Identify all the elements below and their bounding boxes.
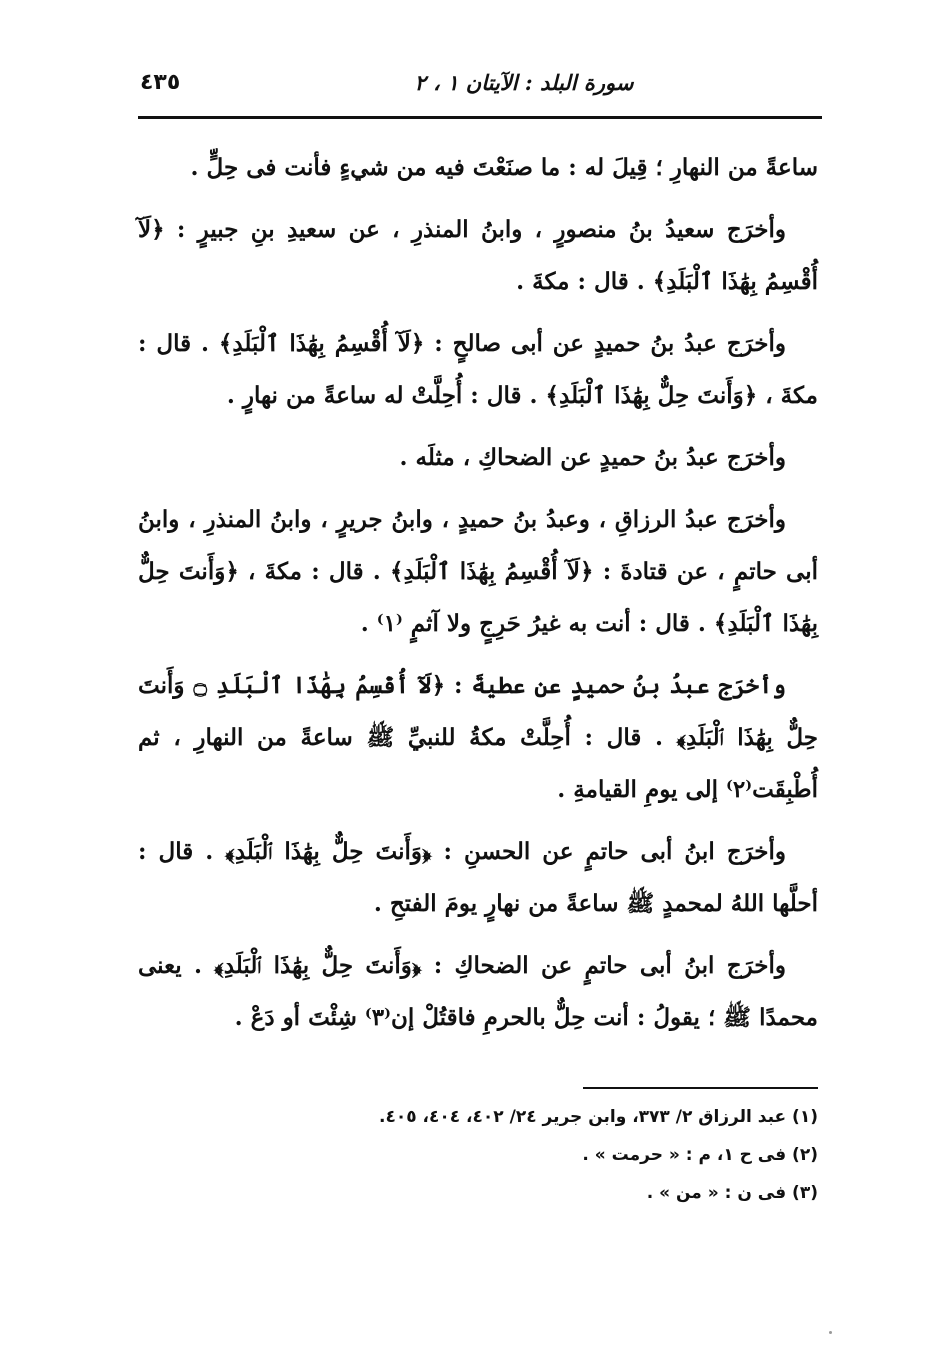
main-text: [138, 142, 818, 1054]
paragraph-continuation: ساعةً من النهارِ ؛ قِيلَ له : ما صنَعْتَ فيه من شيءٍ فأنت فى حِلٍّ .: [190, 154, 818, 181]
footnote-rule: [583, 1087, 818, 1089]
paragraph: وأخرَج ابنُ أبى حاتمٍ عن الحسنِ : ﴿وَأَنتَ حِلٌّ بِهَٰذَا ٱلْبَلَدِ﴾ . قال : أحلَّها اللهُ لمحمدٍ ﷺ ساعةً من نهارٍ يومَ الفتحِ .: [138, 838, 818, 917]
page-header: [138, 62, 820, 102]
paragraph: وأخرَج عبدُ بنُ حميدٍ عن الضحاكِ ، مثلَه .: [399, 444, 786, 471]
paragraph: وأخرَج عبدُ الرزاقِ ، وعبدُ بنُ حميدٍ ، وابنُ جريرٍ ، وابنُ المنذرِ ، وابنُ أبى حاتمٍ ، عن قتادةَ : ﴿لَآ أُقْسِمُ بِهَٰذَا ٱلْبَلَدِ﴾ . قال : مكةَ ، ﴿وَأَنتَ حِلٌّ بِهَٰذَا ٱلْبَلَدِ﴾ . قال : أنت به غيرُ حَرِجٍ ولا آثمٍ ⁽١⁾ .: [138, 506, 818, 637]
running-title: سورة البلد : الآيتان ١ ، ٢: [414, 70, 634, 95]
paragraph: وأخرَج عبدُ بنُ حميدٍ عن عطيةَ : ﴿لَآ أُقْسِمُ بِهَٰذَا ٱلْبَلَدِ ۝ وَأَنتَ حِلٌّ بِهَٰذَا ٱلْبَلَدِ﴾ . قال : أُحِلَّتْ مكةُ للنبيِّ ﷺ ساعةً من النهارِ ، ثم أُطْبِقَت⁽٢⁾ إلى يومِ القيامةِ .: [138, 672, 818, 803]
paragraph: وأخرَج ابنُ أبى حاتمٍ عن الضحاكِ : ﴿وَأَنتَ حِلٌّ بِهَٰذَا ٱلْبَلَدِ﴾ . يعنى محمدًا ﷺ ؛ يقولُ : أنت حِلٌّ بالحرمِ فاقتُلْ إن⁽٣⁾ شِئْتَ أو دَعْ .: [138, 952, 818, 1031]
header-rule: [138, 116, 822, 119]
footnote-3: (٣) فى ن : « من » .: [646, 1183, 818, 1203]
page-number: ٤٣٥: [140, 70, 181, 95]
scan-speck: [829, 1331, 832, 1334]
footnote-2: (٢) فى ح ١، م : « حرمت » .: [582, 1145, 818, 1165]
footnotes: [300, 1098, 818, 1212]
paragraph: وأخرَج سعيدُ بنُ منصورٍ ، وابنُ المنذرِ ، عن سعيدِ بنِ جبيرٍ : ﴿لَآ أُقْسِمُ بِهَٰذَا ٱلْبَلَدِ﴾ . قال : مكةَ .: [138, 216, 818, 295]
footnote-1: (١) عبد الرزاق ٢/ ٣٧٣، وابن جرير ٢٤/ ٤٠٢، ٤٠٤، ٤٠٥.: [379, 1107, 818, 1127]
paragraph: وأخرَج عبدُ بنُ حميدٍ عن أبى صالحٍ : ﴿لَآ أُقْسِمُ بِهَٰذَا ٱلْبَلَدِ﴾ . قال : مكةَ ، ﴿وَأَنتَ حِلٌّ بِهَٰذَا ٱلْبَلَدِ﴾ . قال : أُحِلَّتْ له ساعةً من نهارٍ .: [138, 330, 818, 409]
